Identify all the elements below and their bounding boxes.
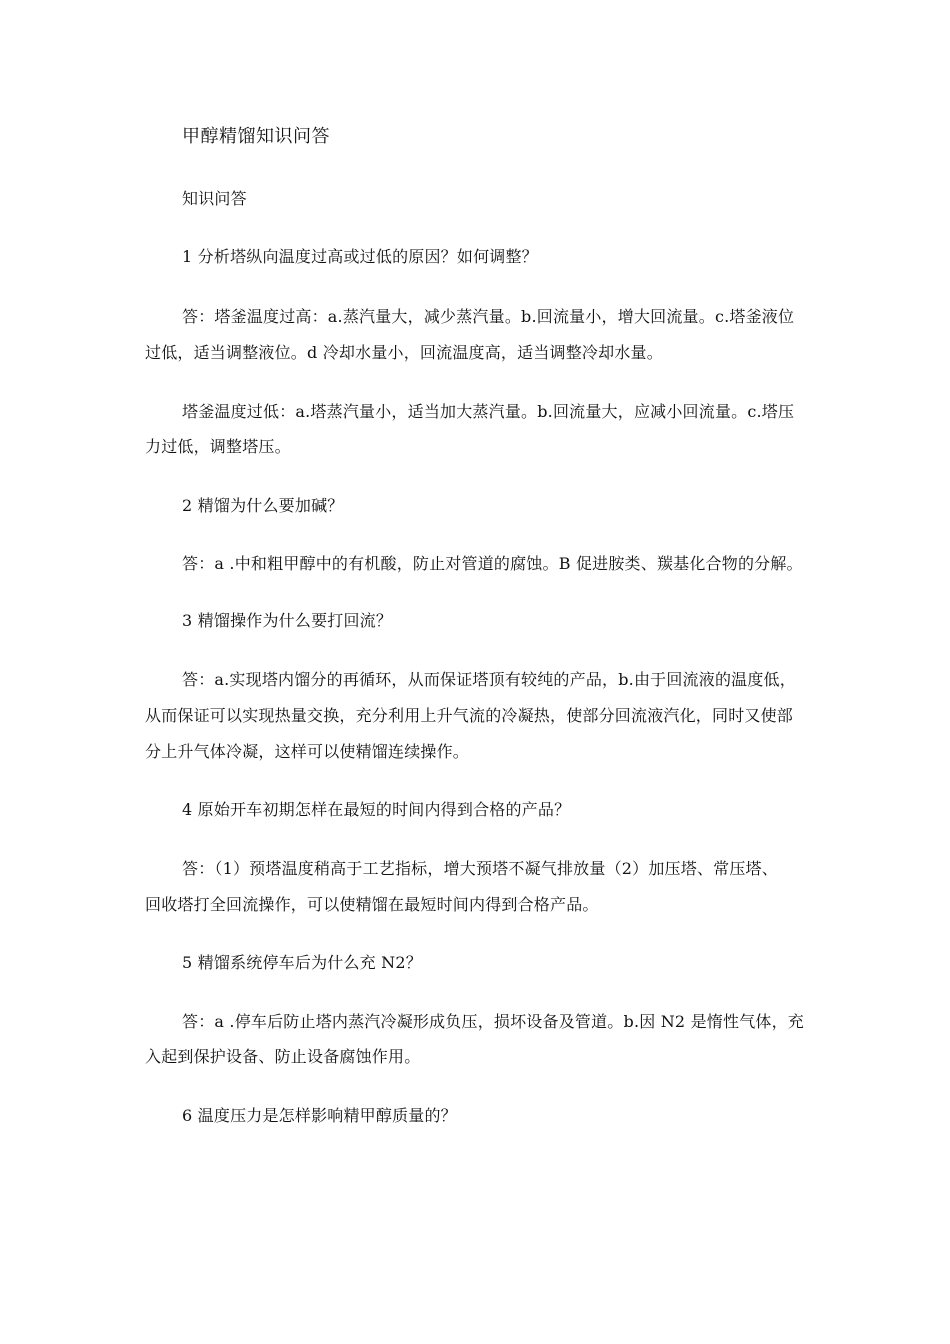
answer-4-line-1: 答：（1）预塔温度稍高于工艺指标，增大预塔不凝气排放量（2）加压塔、常压塔、 — [182, 859, 778, 878]
answer-3-line-1: 答：a.实现塔内馏分的再循环，从而保证塔顶有较纯的产品，b.由于回流液的温度低， — [182, 670, 796, 689]
answer-2-line-1: 答：a .中和粗甲醇中的有机酸，防止对管道的腐蚀。B 促进胺类、羰基化合物的分解。 — [182, 554, 803, 573]
answer-5-line-1: 答：a .停车后防止塔内蒸汽冷凝形成负压，损坏设备及管道。b.因 N2 是惰性气体，充 — [182, 1012, 804, 1031]
question-6: 6 温度压力是怎样影响精甲醇质量的？ — [182, 1106, 457, 1125]
answer-1-line-2: 过低，适当调整液位。d 冷却水量小，回流温度高，适当调整冷却水量。 — [145, 343, 663, 362]
answer-3-line-2: 从而保证可以实现热量交换，充分利用上升气流的冷凝热，使部分回流液汽化，同时又使部 — [145, 706, 794, 725]
question-5: 5 精馏系统停车后为什么充 N2？ — [182, 953, 422, 972]
answer-3-line-3: 分上升气体冷凝，这样可以使精馏连续操作。 — [145, 742, 470, 761]
answer-1b-line-2: 力过低，调整塔压。 — [145, 437, 291, 456]
question-4: 4 原始开车初期怎样在最短的时间内得到合格的产品？ — [182, 800, 571, 819]
question-2: 2 精馏为什么要加碱？ — [182, 496, 344, 515]
section-heading: 知识问答 — [182, 189, 247, 208]
question-1: 1 分析塔纵向温度过高或过低的原因？如何调整？ — [182, 247, 538, 266]
answer-1b-line-1: 塔釜温度过低：a.塔蒸汽量小，适当加大蒸汽量。b.回流量大，应减小回流量。c.塔压 — [182, 402, 795, 421]
answer-5-line-2: 入起到保护设备、防止设备腐蚀作用。 — [145, 1047, 421, 1066]
document-title: 甲醇精馏知识问答 — [182, 126, 330, 147]
answer-1-line-1: 答：塔釜温度过高：a.蒸汽量大，减少蒸汽量。b.回流量小，增大回流量。c.塔釜液位 — [182, 307, 795, 326]
answer-4-line-2: 回收塔打全回流操作，可以使精馏在最短时间内得到合格产品。 — [145, 895, 599, 914]
question-3: 3 精馏操作为什么要打回流？ — [182, 611, 393, 630]
